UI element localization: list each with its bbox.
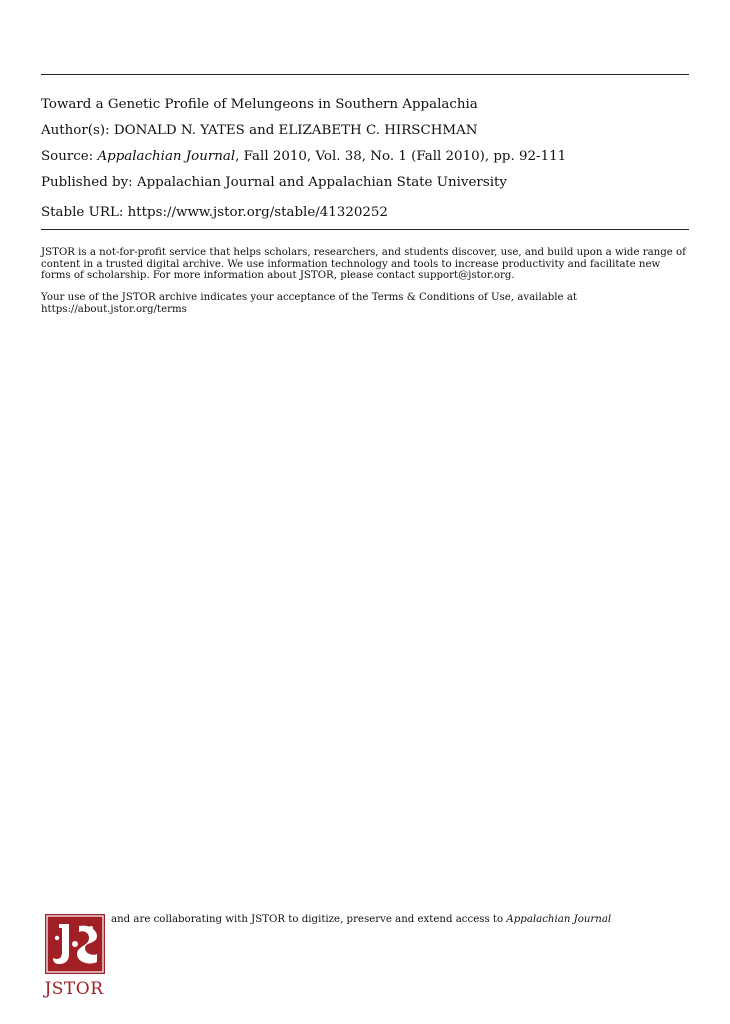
source-journal: Appalachian Journal — [97, 149, 236, 164]
about-text: JSTOR is a not-for-profit service that helps scholars, researchers, and students discover, use, and build upon a wide range of content in a trusted digital archive. We use information technology and tools to increase productivity and facilitate new forms of scholarship. For more information about JSTOR, please contact support@jstor.org. — [41, 247, 686, 282]
jstor-logo-wordmark: JSTOR — [44, 979, 104, 999]
authors-label: Author(s): — [41, 123, 110, 138]
stable-url-link[interactable]: https://www.jstor.org/stable/41320252 — [127, 205, 388, 220]
jstor-logo-icon — [45, 914, 105, 974]
article-authors — [41, 118, 691, 144]
top-divider — [41, 74, 689, 75]
article-source — [41, 144, 691, 170]
jstor-about-notice — [41, 247, 691, 282]
authors-value: DONALD N. YATES and ELIZABETH C. HIRSCHMAN — [113, 123, 478, 138]
collab-journal: Appalachian Journal — [506, 914, 612, 925]
stable-url-label: Stable URL: — [41, 205, 124, 220]
article-title: Toward a Genetic Profile of Melungeons in Southern Appalachia — [41, 97, 478, 112]
source-details: , Fall 2010, Vol. 38, No. 1 (Fall 2010), pp. 92-111 — [235, 149, 567, 164]
collaboration-statement — [111, 914, 631, 926]
terms-text: Your use of the JSTOR archive indicates your acceptance of the Terms & Conditions of Use, available at https://about.jstor.org/terms — [41, 292, 577, 315]
article-metadata — [41, 92, 691, 226]
terms-notice — [41, 292, 691, 315]
middle-divider — [41, 229, 689, 230]
publisher-value: Appalachian Journal and Appalachian State University — [136, 175, 507, 190]
publisher-label: Published by: — [41, 175, 133, 190]
article-stable-url — [41, 200, 691, 226]
source-label: Source: — [41, 149, 94, 164]
article-publisher — [41, 170, 691, 196]
footer — [41, 912, 691, 1002]
collab-prefix: and are collaborating with JSTOR to digitize, preserve and extend access to — [111, 914, 504, 925]
